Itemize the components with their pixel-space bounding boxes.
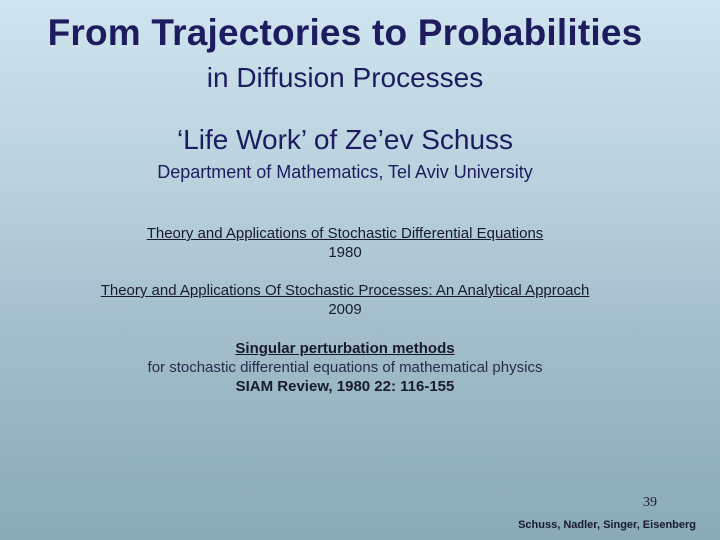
- footer-authors: Schuss, Nadler, Singer, Eisenberg: [518, 519, 696, 531]
- reference-3-detail: for stochastic differential equations of mathematical physics: [147, 359, 543, 376]
- reference-2-year: 2009: [328, 301, 362, 318]
- reference-1: [0, 224, 690, 262]
- reference-3-citation: SIAM Review, 1980 22: 116-155: [235, 378, 455, 395]
- reference-3-title-link[interactable]: Singular perturbation methods: [235, 340, 455, 357]
- reference-1-title-link[interactable]: Theory and Applications of Stochastic Differential Equations: [146, 225, 544, 242]
- page-number: 39: [643, 495, 657, 510]
- reference-1-year: 1980: [328, 244, 362, 261]
- reference-2-title-link[interactable]: Theory and Applications Of Stochastic Processes: An Analytical Approach: [100, 282, 590, 299]
- life-work-heading: ‘Life Work’ of Ze’ev Schuss: [176, 124, 514, 155]
- reference-3: [0, 339, 690, 396]
- slide-subtitle: in Diffusion Processes: [206, 62, 484, 93]
- reference-2: [0, 281, 690, 319]
- slide-title: From Trajectories to Probabilities: [47, 12, 643, 53]
- department-affiliation: Department of Mathematics, Tel Aviv University: [157, 162, 533, 182]
